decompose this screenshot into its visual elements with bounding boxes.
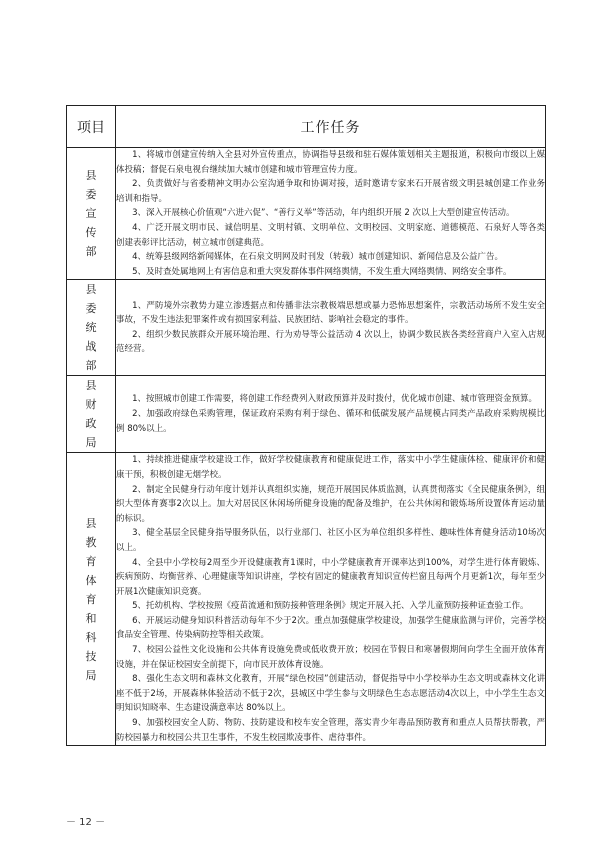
dept-cell [67, 148, 116, 280]
task-table [66, 105, 546, 746]
dept-name: 县委宣传部 [85, 169, 97, 259]
table-row [67, 148, 546, 280]
dept-name: 县委统战部 [85, 283, 97, 373]
dept-cell [67, 376, 116, 453]
task-item: 1、按照城市创建工作需要，将创建工作经费列入财政预算并及时拨付，优化城市创建、城市管理资金预算。 [132, 394, 538, 405]
task-item: 7、校园公益性文化设施和公共体育设施免费或低收费开放；校园在节假日和寒暑假期间向学生全面开放体育设施，并在保证校园安全前提下，向市民开放体育设施。 [116, 645, 545, 670]
task-item: 4、全县中小学校每2周至少开设健康教育1课时，中小学健康教育开课率达到100%，对学生进行体育锻炼、疾病预防、均衡营养、心理健康等知识讲座，学校有固定的健康教育知识宣传栏窗且每两个月更新1次，每年至少开展1次健康知识竞赛。 [116, 557, 545, 597]
task-item: 2、加强政府绿色采购管理，保证政府采购有利于绿色、循环和低碳发展产品规模占同类产品政府采购规模比例 80%以上。 [116, 409, 545, 434]
task-item: 5、托幼机构、学校按照《疫苗流通和预防接种管理条例》规定开展入托、入学儿童预防接种证查验工作。 [132, 601, 529, 612]
task-item: 2、负责做好与省委精神文明办公室沟通争取和协调对接，适时邀请专家来石开展省级文明县城创建工作业务培训和指导。 [116, 179, 545, 204]
task-item: 9、加强校园安全人防、物防、技防建设和校车安全管理，落实青少年毒品预防教育和重点人员帮扶帮教，严防校园暴力和校园公共卫生事件，不发生校园欺凌事件、虐待事件。 [116, 718, 545, 743]
task-item: 1、持续推进健康学校建设工作，做好学校健康教育和健康促进工作，落实中小学生健康体检、健康评价和健康干预，积极创建无烟学校。 [116, 455, 545, 480]
page-number: － 12 － [66, 817, 106, 828]
task-item: 3、深入开展核心价值观“六进六促”、“善行义举”等活动，年内组织开展 2 次以上大型创建宣传活动。 [132, 208, 515, 219]
header-task: 工作任务 [116, 106, 546, 148]
tasks-cell [116, 376, 546, 453]
dept-cell [67, 280, 116, 376]
tasks-cell [116, 453, 546, 746]
dept-name: 县财政局 [85, 379, 97, 450]
task-item: 4、广泛开展文明市民、诚信明星、文明村镇、文明单位、文明校园、文明家庭、道德模范、石泉好人等各类创建表彰评比活动，树立城市创建典范。 [116, 222, 545, 248]
task-item: 1、将城市创建宣传纳入全县对外宣传重点，协调指导县级和驻石媒体策划相关主题报道，积极向市级以上媒体投稿；督促石泉电视台继续加大城市创建和城市管理宣传力度。 [116, 150, 545, 175]
task-item: 5、及时查处属地网上有害信息和重大突发群体事件网络舆情，不发生重大网络舆情、网络安全事件。 [132, 266, 512, 277]
tasks-cell [116, 280, 546, 376]
task-item: 2、制定全民健身行动年度计划并认真组织实施，规范开展国民体质监测，认真贯彻落实《全民健康条例》，组织大型体育赛事2次以上。加大对居民区休闲场所健身设施的配备及维护，在公共休闲和锻炼场所设置体育运动量的标识。 [116, 484, 545, 524]
table-row [67, 453, 546, 746]
task-item: 3、健全基层全民健身指导服务队伍，以行业部门、社区小区为单位组织多样性、趣味性体育健身活动10场次以上。 [116, 528, 545, 553]
dept-name: 县教育体育和科技局 [85, 516, 97, 682]
task-item: 4、统筹县级网络新闻媒体，在石泉文明网及时刊发（转载）城市创建知识、新闻信息及公益广告。 [132, 252, 504, 263]
task-item: 8、强化生态文明和森林文化教育，开展“绿色校园”创建活动，督促指导中小学校举办生态文明或森林文化讲座不低于2场，开展森林体验活动不低于2次，县城区中学生参与文明绿色生态志愿活动4次以上，中小学生生态文明知识知晓率、生态建设满意率达 80%以上。 [116, 674, 545, 714]
tasks-cell [116, 148, 546, 280]
task-item: 2、组织少数民族群众开展环境治理、行为劝导等公益活动 4 次以上，协调少数民族各类经营商户入室入店规范经营。 [116, 329, 545, 355]
table-row [67, 376, 546, 453]
task-item: 6、开展运动健身知识科普活动每年不少于2次。重点加强健康学校建设，加强学生健康监测与评价，完善学校食品安全管理、传染病防控等相关政策。 [116, 615, 545, 641]
table-row [67, 280, 546, 376]
table-body [67, 148, 546, 746]
header-item: 项目 [67, 106, 116, 148]
table-header-row [67, 106, 546, 148]
dept-cell [67, 453, 116, 746]
task-item: 1、严防境外宗教势力建立渗透据点和传播非法宗教极端思想或暴力恐怖思想案件，宗教活动场所不发生安全事故，不发生违法犯罪案件或有损国家利益、民族团结、影响社会稳定的事件。 [116, 300, 545, 326]
